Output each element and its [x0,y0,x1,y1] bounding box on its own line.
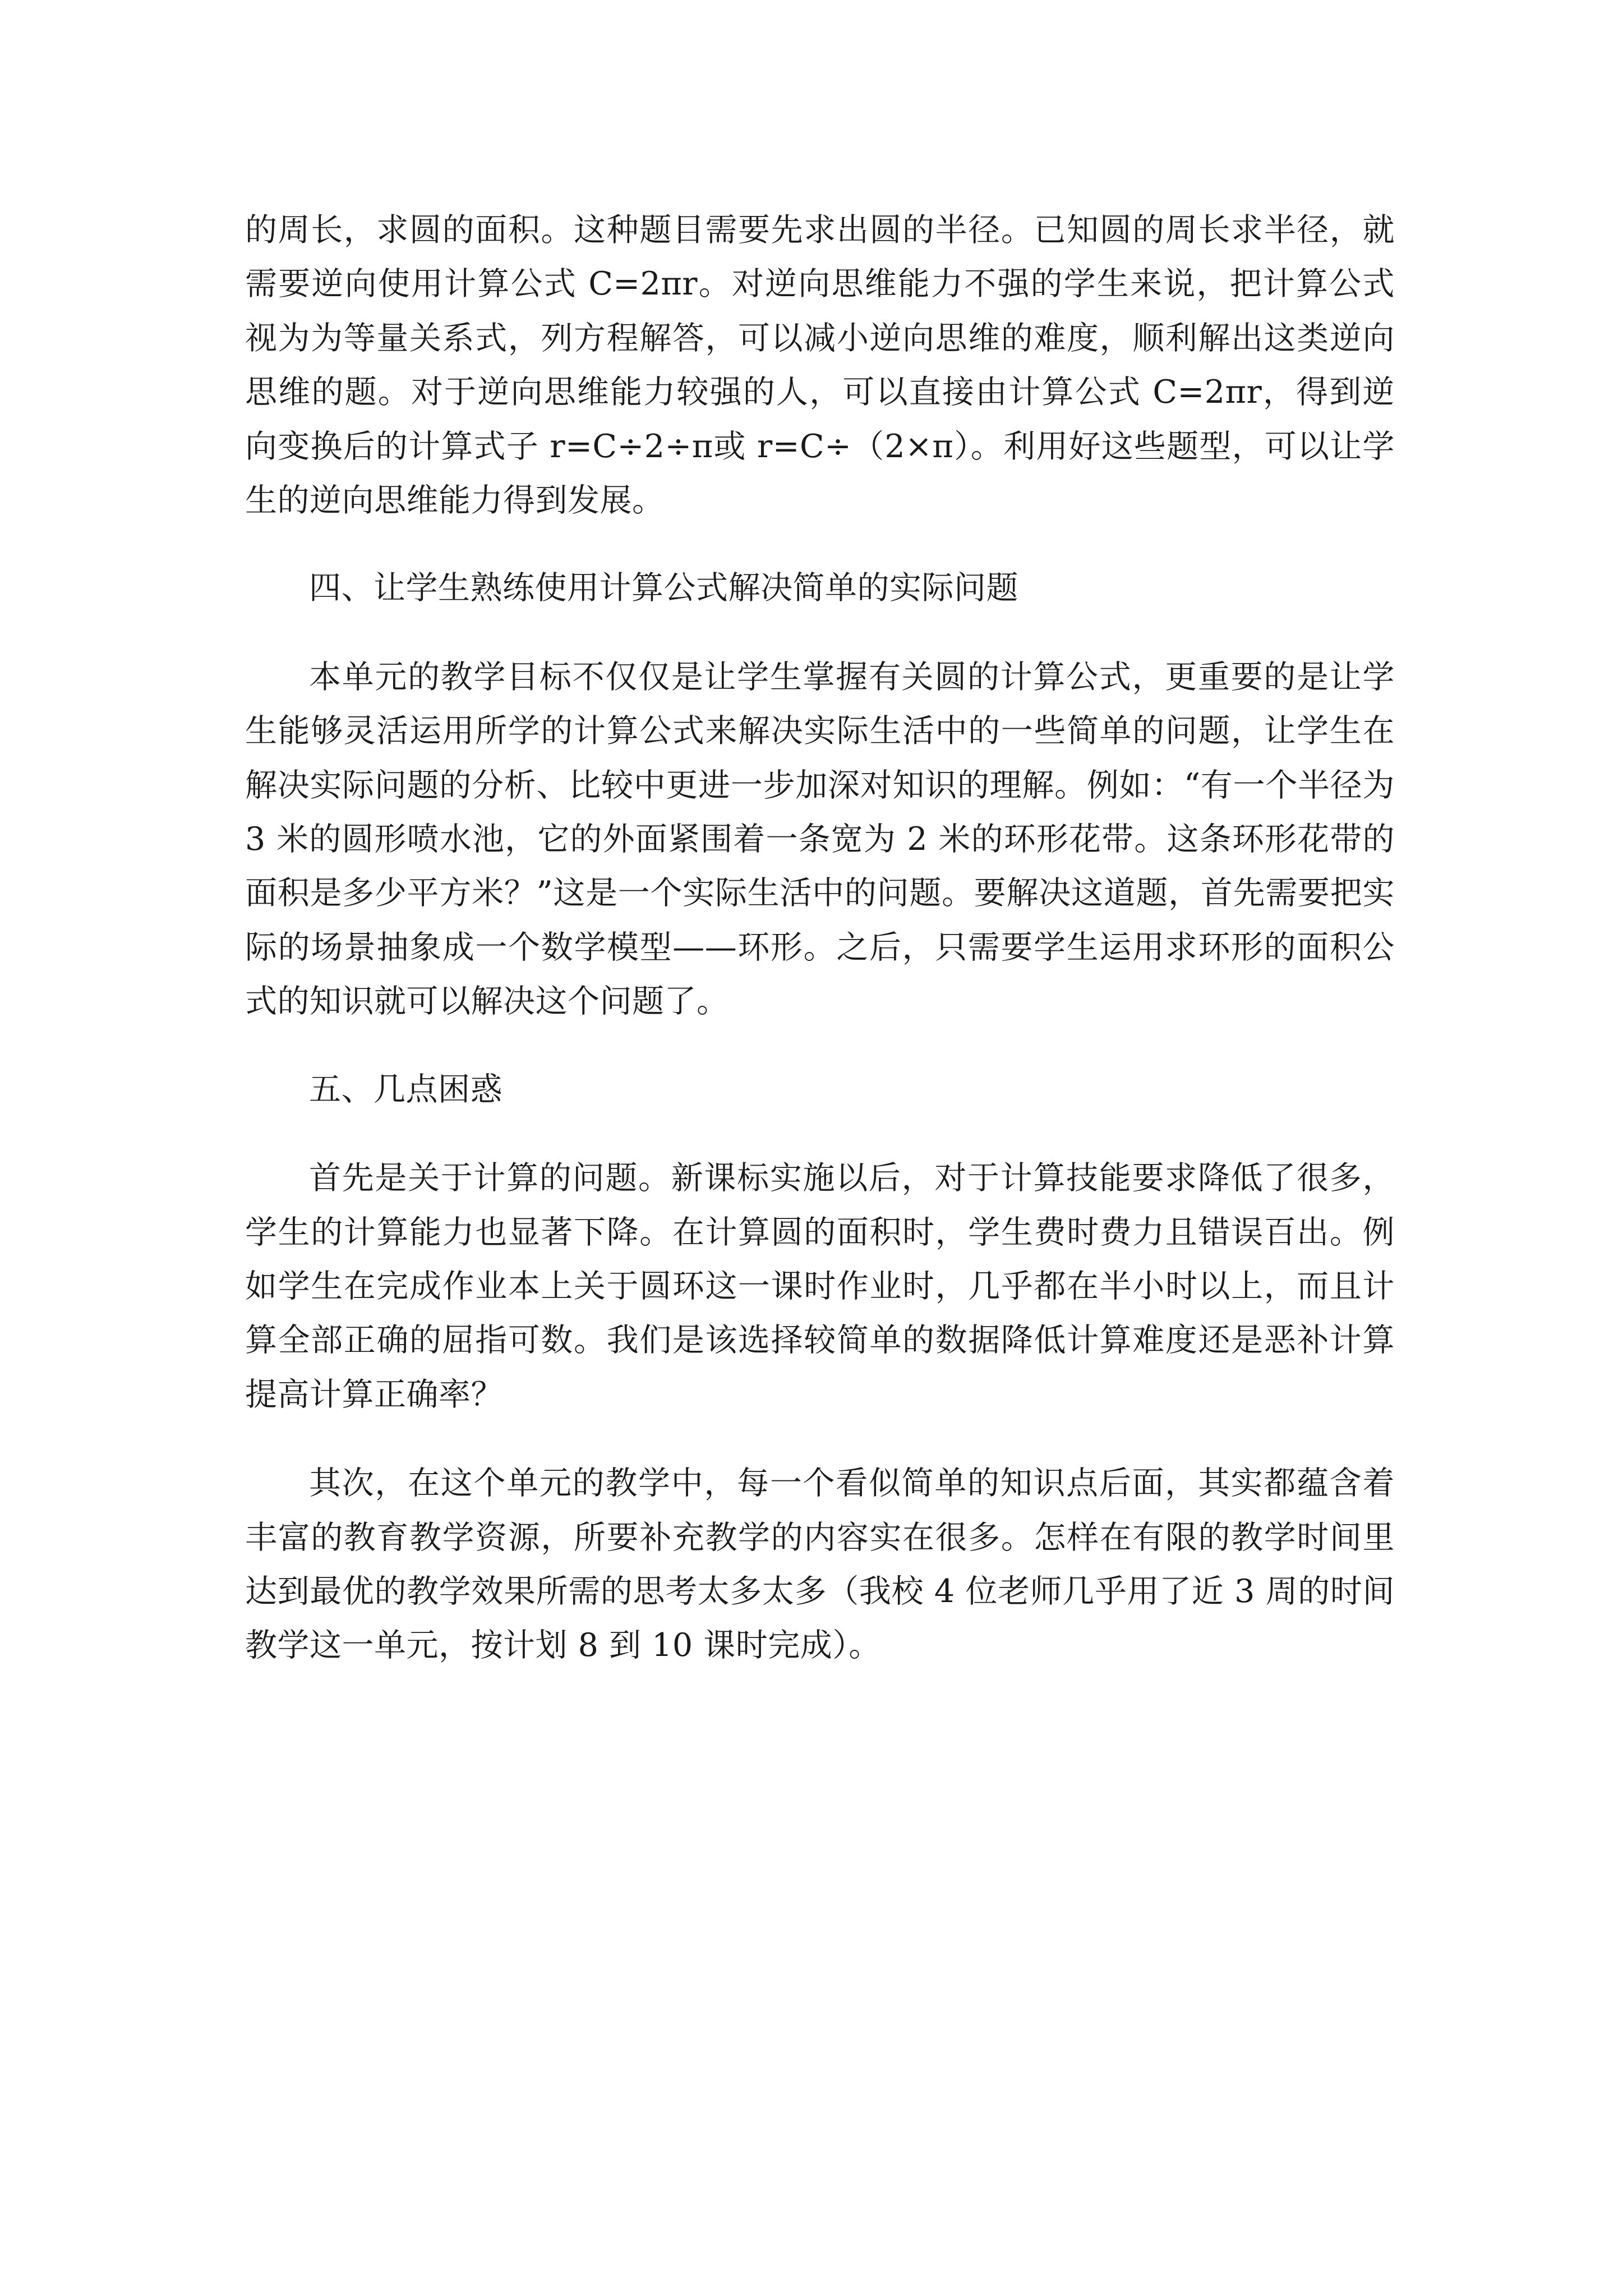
section-heading-5: 五、几点困惑 [309,1070,502,1108]
paragraph-circumference-area: 的周长，求圆的面积。这种题目需要先求出圆的半径。已知圆的周长求半径，就需要逆向使用计算公式 C=2πr。对逆向思维能力不强的学生来说，把计算公式视为为等量关系式，列方程解答，可以减小逆向思维的难度，顺利解出这类逆向思维的题。对于逆向思维能力较强的人，可以直接由计算公式 C=2πr，得到逆向变换后的计算式子 r=C÷2÷π或 r=C÷（2×π）。利用好这些题型，可以让学生的逆向思维能力得到发展。 [245,211,1395,519]
paragraph-teaching-time-concern: 其次，在这个单元的教学中，每一个看似简单的知识点后面，其实都蕴含着丰富的教育教学资源，所要补充教学的内容实在很多。怎样在有限的教学时间里达到最优的教学效果所需的思考太多太多（我校 4 位老师几乎用了近 3 周的时间教学这一单元，按计划 8 到 10 课时完成）。 [245,1465,1395,1664]
paragraph-calculation-concern: 首先是关于计算的问题。新课标实施以后，对于计算技能要求降低了很多，学生的计算能力也显著下降。在计算圆的面积时，学生费时费力且错误百出。例如学生在完成作业本上关于圆环这一课时作业时，几乎都在半小时以上，而且计算全部正确的屈指可数。我们是该选择较简单的数据降低计算难度还是恶补计算提高计算正确率？ [245,1159,1395,1413]
document-page [245,203,1395,1673]
section-heading-4: 四、让学生熟练使用计算公式解决简单的实际问题 [309,569,1018,607]
paragraph-practical-problems: 本单元的教学目标不仅仅是让学生掌握有关圆的计算公式，更重要的是让学生能够灵活运用所学的计算公式来解决实际生活中的一些简单的问题，让学生在解决实际问题的分析、比较中更进一步加深对知识的理解。例如：“有一个半径为 3 米的圆形喷水池，它的外面紧围着一条宽为 2 米的环形花带。这条环形花带的面积是多少平方米？”这是一个实际生活中的问题。要解决这道题，首先需要把实际的场景抽象成一个数学模型——环形。之后，只需要学生运用求环形的面积公式的知识就可以解决这个问题了。 [245,658,1395,1020]
